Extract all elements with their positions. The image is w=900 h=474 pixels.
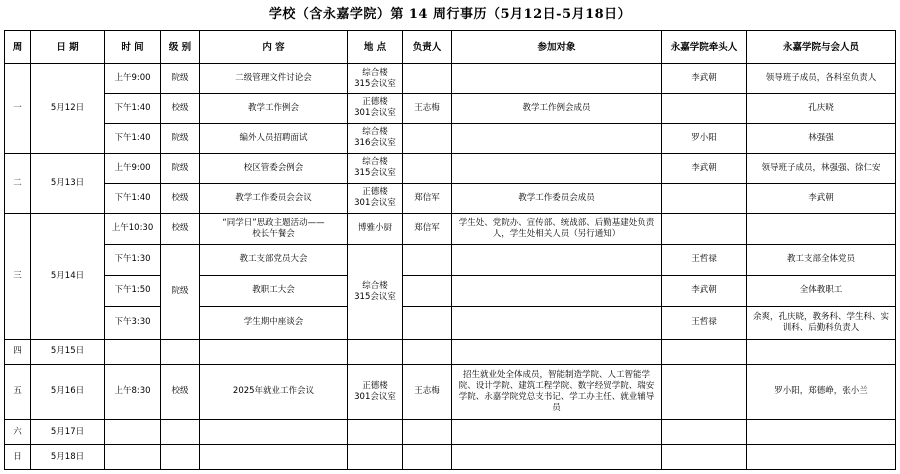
table-row <box>5 339 896 364</box>
level-cell: 校级 <box>161 94 200 124</box>
owner-cell <box>403 275 452 306</box>
header-cell: 周 <box>5 31 31 64</box>
weekday-cell: 六 <box>5 420 31 445</box>
content-cell: 二级管理文件讨论会 <box>200 64 348 94</box>
date-cell: 5月12日 <box>31 64 105 154</box>
content-cell: 2025年就业工作会议 <box>200 364 348 420</box>
header-cell: 参加对象 <box>452 31 662 64</box>
table-row <box>5 94 896 124</box>
content-cell: 教学工作委员会会议 <box>200 183 348 213</box>
content-cell: 教职工大会 <box>200 275 348 306</box>
table-row <box>5 306 896 339</box>
place-cell: 正德楼 301会议室 <box>348 364 403 420</box>
attendees-cell: 招生就业处全体成员，智能制造学院、人工智能学院、设计学院、建筑工程学院、数字经贸学院、瑞安学院、永嘉学院党总支书记、学工办主任、就业辅导员 <box>452 364 662 420</box>
level-cell: 院级 <box>161 244 200 339</box>
owner-cell <box>403 123 452 153</box>
time-cell: 上午10:30 <box>105 213 161 244</box>
table-row <box>5 123 896 153</box>
header-row <box>5 31 896 64</box>
level-cell: 院级 <box>161 64 200 94</box>
owner-cell: 王志梅 <box>403 364 452 420</box>
weekday-cell: 二 <box>5 153 31 213</box>
attendees-cell <box>452 306 662 339</box>
weekday-cell: 三 <box>5 213 31 339</box>
members-cell <box>747 213 896 244</box>
table-row <box>5 213 896 244</box>
place-cell: 正德楼 301会议室 <box>348 94 403 124</box>
owner-cell <box>403 153 452 183</box>
header-cell: 时 间 <box>105 31 161 64</box>
place-cell: 综合楼 315会议室 <box>348 153 403 183</box>
time-cell: 下午3:30 <box>105 306 161 339</box>
table-row <box>5 153 896 183</box>
level-cell: 院级 <box>161 153 200 183</box>
attendees-cell <box>452 123 662 153</box>
content-cell: 教学工作例会 <box>200 94 348 124</box>
members-cell: 教工支部全体党员 <box>747 244 896 275</box>
lead-cell: 李武朝 <box>662 64 747 94</box>
members-cell: 全体教职工 <box>747 275 896 306</box>
attendees-cell: 学生处、党院办、宣传部、统战部、后勤基建处负责人，学生处相关人员（另行通知） <box>452 213 662 244</box>
date-cell: 5月15日 <box>31 339 105 364</box>
header-cell: 负责人 <box>403 31 452 64</box>
time-cell: 下午1:30 <box>105 244 161 275</box>
place-cell: 正德楼 301会议室 <box>348 183 403 213</box>
table-row <box>5 364 896 420</box>
header-cell: 地 点 <box>348 31 403 64</box>
lead-cell: 李武朝 <box>662 275 747 306</box>
content-cell: 学生期中座谈会 <box>200 306 348 339</box>
time-cell: 上午9:00 <box>105 64 161 94</box>
lead-cell: 罗小阳 <box>662 123 747 153</box>
lead-cell: 王哲禄 <box>662 244 747 275</box>
date-cell: 5月14日 <box>31 213 105 339</box>
owner-cell <box>403 64 452 94</box>
table-row <box>5 64 896 94</box>
owner-cell: 郑信军 <box>403 213 452 244</box>
members-cell: 领导班子成员，林强强、徐仁安 <box>747 153 896 183</box>
attendees-cell <box>452 244 662 275</box>
header-cell: 永嘉学院牵头人 <box>662 31 747 64</box>
content-cell: 校区管委会例会 <box>200 153 348 183</box>
table-row <box>5 244 896 275</box>
members-cell: 罗小阳，郑德峥，张小兰 <box>747 364 896 420</box>
page-title: 学校（含永嘉学院）第 14 周行事历（5月12日-5月18日） <box>268 7 632 22</box>
lead-cell <box>662 183 747 213</box>
table-row <box>5 275 896 306</box>
table-row <box>5 183 896 213</box>
time-cell: 下午1:40 <box>105 183 161 213</box>
members-cell: 孔庆晓 <box>747 94 896 124</box>
members-cell: 余爽，孔庆晓，教务科、学生科、实训科、后勤科负责人 <box>747 306 896 339</box>
date-cell: 5月18日 <box>31 445 105 470</box>
place-cell: 综合楼 316会议室 <box>348 123 403 153</box>
place-cell: 综合楼 315会议室 <box>348 64 403 94</box>
time-cell: 上午9:00 <box>105 153 161 183</box>
weekly-schedule-table <box>4 30 896 470</box>
members-cell: 李武朝 <box>747 183 896 213</box>
date-cell: 5月16日 <box>31 364 105 420</box>
weekday-cell: 四 <box>5 339 31 364</box>
place-cell: 博雅小厨 <box>348 213 403 244</box>
header-cell: 日 期 <box>31 31 105 64</box>
attendees-cell: 教学工作委员会成员 <box>452 183 662 213</box>
content-cell: 编外人员招聘面试 <box>200 123 348 153</box>
lead-cell <box>662 213 747 244</box>
attendees-cell <box>452 64 662 94</box>
owner-cell: 郑信军 <box>403 183 452 213</box>
level-cell: 校级 <box>161 364 200 420</box>
weekday-cell: 一 <box>5 64 31 154</box>
date-cell: 5月17日 <box>31 420 105 445</box>
header-cell: 内 容 <box>200 31 348 64</box>
lead-cell: 李武朝 <box>662 153 747 183</box>
level-cell: 校级 <box>161 213 200 244</box>
attendees-cell <box>452 275 662 306</box>
table-row <box>5 445 896 470</box>
time-cell: 下午1:50 <box>105 275 161 306</box>
place-cell: 综合楼 315会议室 <box>348 244 403 339</box>
lead-cell: 王哲禄 <box>662 306 747 339</box>
level-cell: 院级 <box>161 123 200 153</box>
members-cell: 领导班子成员，各科室负责人 <box>747 64 896 94</box>
header-cell: 级 别 <box>161 31 200 64</box>
time-cell: 下午1:40 <box>105 94 161 124</box>
attendees-cell: 教学工作例会成员 <box>452 94 662 124</box>
owner-cell <box>403 244 452 275</box>
time-cell: 上午8:30 <box>105 364 161 420</box>
lead-cell <box>662 94 747 124</box>
weekday-cell: 日 <box>5 445 31 470</box>
table-row <box>5 420 896 445</box>
owner-cell: 王志梅 <box>403 94 452 124</box>
lead-cell <box>662 364 747 420</box>
weekday-cell: 五 <box>5 364 31 420</box>
time-cell: 下午1:40 <box>105 123 161 153</box>
owner-cell <box>403 306 452 339</box>
content-cell: “同学日”思政主题活动—— 校长午餐会 <box>200 213 348 244</box>
header-cell: 永嘉学院与会人员 <box>747 31 896 64</box>
date-cell: 5月13日 <box>31 153 105 213</box>
attendees-cell <box>452 153 662 183</box>
members-cell: 林强强 <box>747 123 896 153</box>
level-cell: 校级 <box>161 183 200 213</box>
content-cell: 教工支部党员大会 <box>200 244 348 275</box>
